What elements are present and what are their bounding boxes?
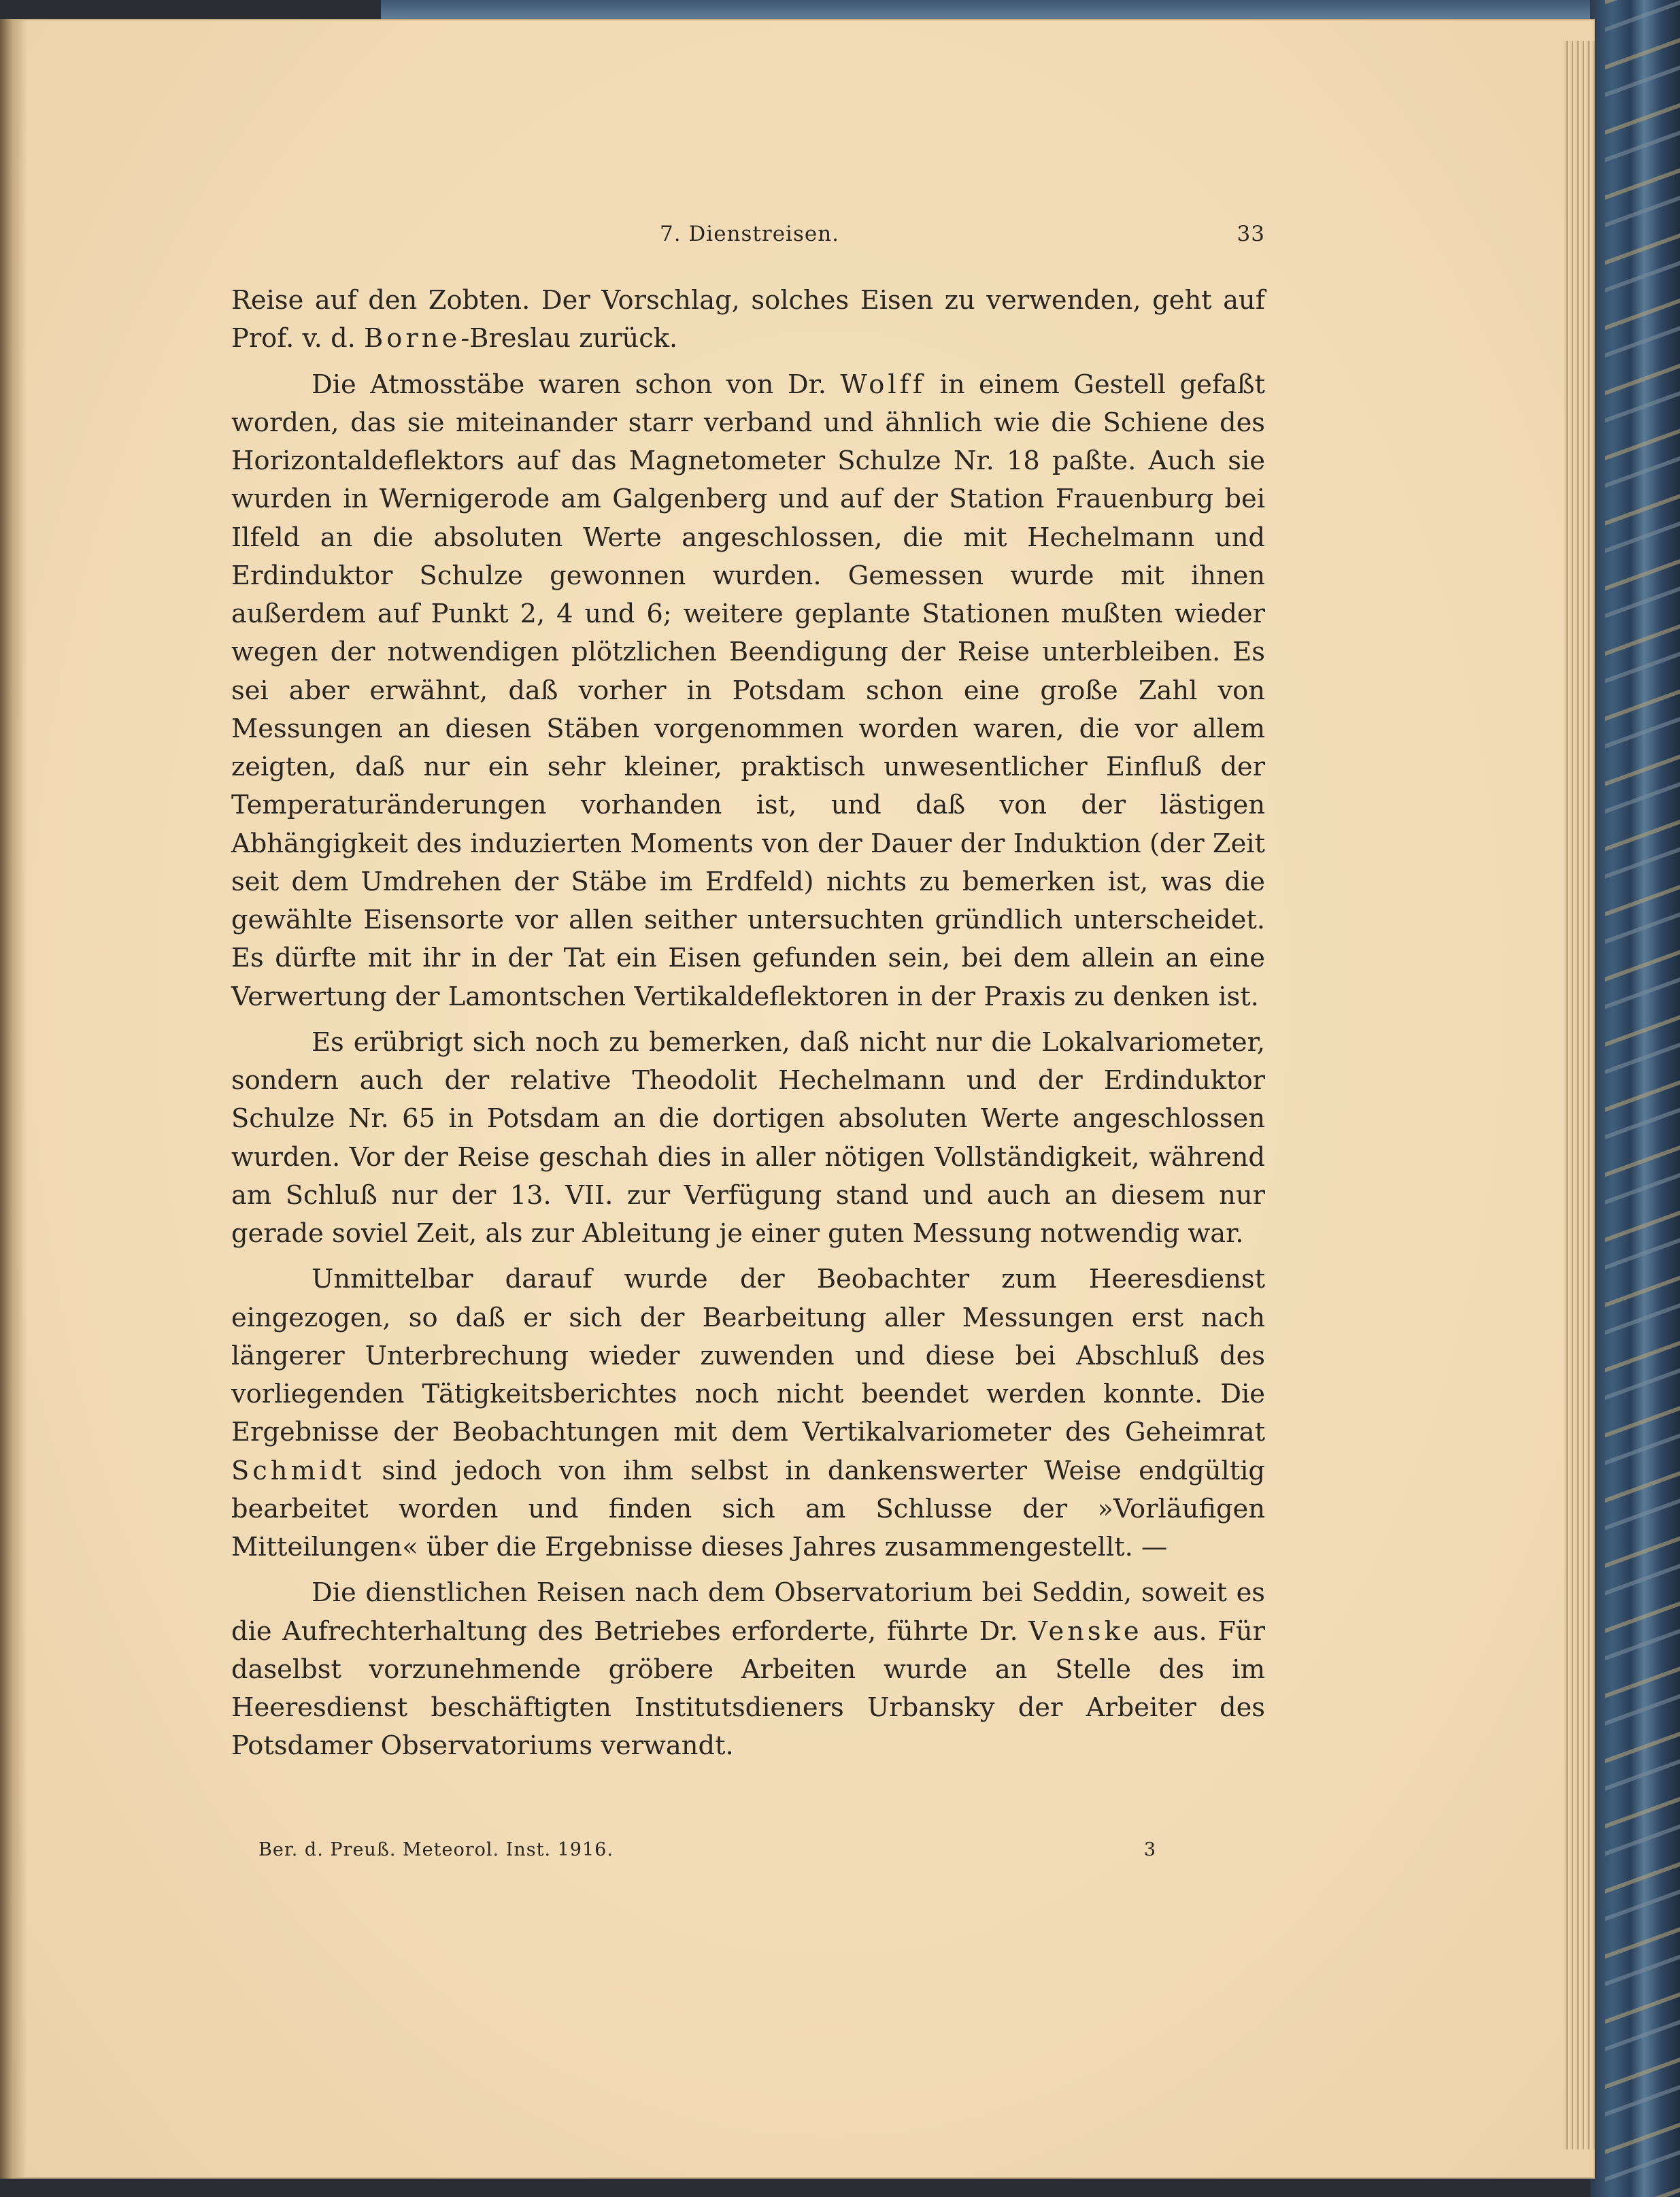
spaced-name: Venske [1028, 1615, 1143, 1647]
spaced-name: Schmidt [231, 1455, 365, 1486]
text-run: Reise auf den Zobten. Der Vorschlag, solches Eisen zu verwenden, geht auf Prof. v. d. [231, 285, 1265, 354]
page-edges [1564, 41, 1595, 2149]
text-run: Die Atmosstäbe waren schon von Dr. [312, 369, 841, 400]
running-head-title: 7. Dienstreisen. [660, 222, 840, 246]
body-text [231, 282, 1265, 1773]
paragraph [231, 1024, 1265, 1254]
paragraph [231, 1574, 1265, 1765]
page-number: 33 [1237, 222, 1265, 246]
text-run: Unmittelbar darauf wurde der Beobachter zum Heeresdienst eingezogen, so daß er sich der Bearbeitung aller Messungen erst nach längerer Unterbrechung wieder zuwenden und diese bei Abschluß des vorliegenden Tätigkeitsberichtes noch nicht beendet werden konnte. Die Ergebnisse der Beobachtungen mit dem Vertikalvariometer des Geheimrat [231, 1264, 1265, 1448]
text-run: aus. Für daselbst vorzunehmende gröbere Arbeiten wurde an Stelle des im Heeresdienst beschäftigten Institutsdieners Urbansky der Arbeiter des Potsdamer Observatoriums verwandt. [231, 1615, 1266, 1762]
signature-mark: 3 [1143, 1839, 1156, 1860]
spaced-name: Wolff [840, 369, 926, 400]
footer-citation: Ber. d. Preuß. Meteorol. Inst. 1916. [258, 1839, 614, 1860]
text-run: in einem Gestell gefaßt worden, das sie miteinander starr verband und ähnlich wie die Schiene des Horizontaldeflektors auf das Magnetometer Schulze Nr. 18 paßte. Auch sie wurden in Wernigerode am Galgenberg und auf der Station Frauenburg bei Ilfeld an die absoluten Werte angeschlossen, die mit Hechelmann und Erdinduktor Schulze gewonnen wurden. Gemessen wurde mit ihnen außerdem auf Punkt 2, 4 und 6; weitere geplante Stationen mußten wieder wegen der notwendigen plötzlichen Beendigung der Reise unterbleiben. Es sei aber erwähnt, daß vorher in Potsdam schon eine große Zahl von Messungen an diesen Stäben vorgenommen worden waren, die vor allem zeigten, daß nur ein sehr kleiner, praktisch unwesentlicher Einfluß der Temperaturänderungen vorhanden ist, und daß von der lästigen Abhängigkeit des induzierten Moments von der Dauer der Induktion (der Zeit seit dem Umdrehen der Stäbe im Erdfeld) nichts zu bemerken ist, was die gewählte Eisensorte vor allen seither untersuchten gründlich unterscheidet. Es dürfte mit ihr in der Tat ein Eisen gefunden sein, bei dem allein an eine Verwertung der Lamontschen Vertikaldeflektoren in der Praxis zu denken ist. [231, 369, 1265, 1012]
text-run: -Breslau zurück. [460, 323, 678, 354]
spaced-name: Borne [364, 323, 461, 354]
text-run: Es erübrigt sich noch zu bemerken, daß nicht nur die Lokalvariometer, sondern auch der relative Theodolit Hechelmann und der Erdinduktor Schulze Nr. 65 in Potsdam an die dortigen absoluten Werte angeschlossen wurden. Vor der Reise geschah dies in aller nötigen Vollständigkeit, während am Schluß nur der 13. VII. zur Verfügung stand und auch an diesem nur gerade soviel Zeit, als zur Ableitung je einer guten Messung notwendig war. [231, 1026, 1265, 1249]
running-head [231, 222, 1265, 256]
page-gutter [0, 19, 27, 2179]
paragraph [231, 282, 1265, 358]
paragraph [231, 1260, 1265, 1566]
marbled-endpaper [1605, 0, 1680, 2197]
page-footer [258, 1839, 1265, 1860]
text-run: Die dienstlichen Reisen nach dem Observatorium bei Seddin, soweit es die Aufrechterhaltung des Betriebes erforderte, führte Dr. [231, 1577, 1265, 1647]
paragraph [231, 366, 1265, 1016]
text-run: sind jedoch von ihm selbst in dankenswerter Weise endgültig bearbeitet worden und finden sich am Schlusse der »Vorläufigen Mitteilungen« über die Ergebnisse dieses Jahres zusammengestellt. — [231, 1455, 1265, 1562]
